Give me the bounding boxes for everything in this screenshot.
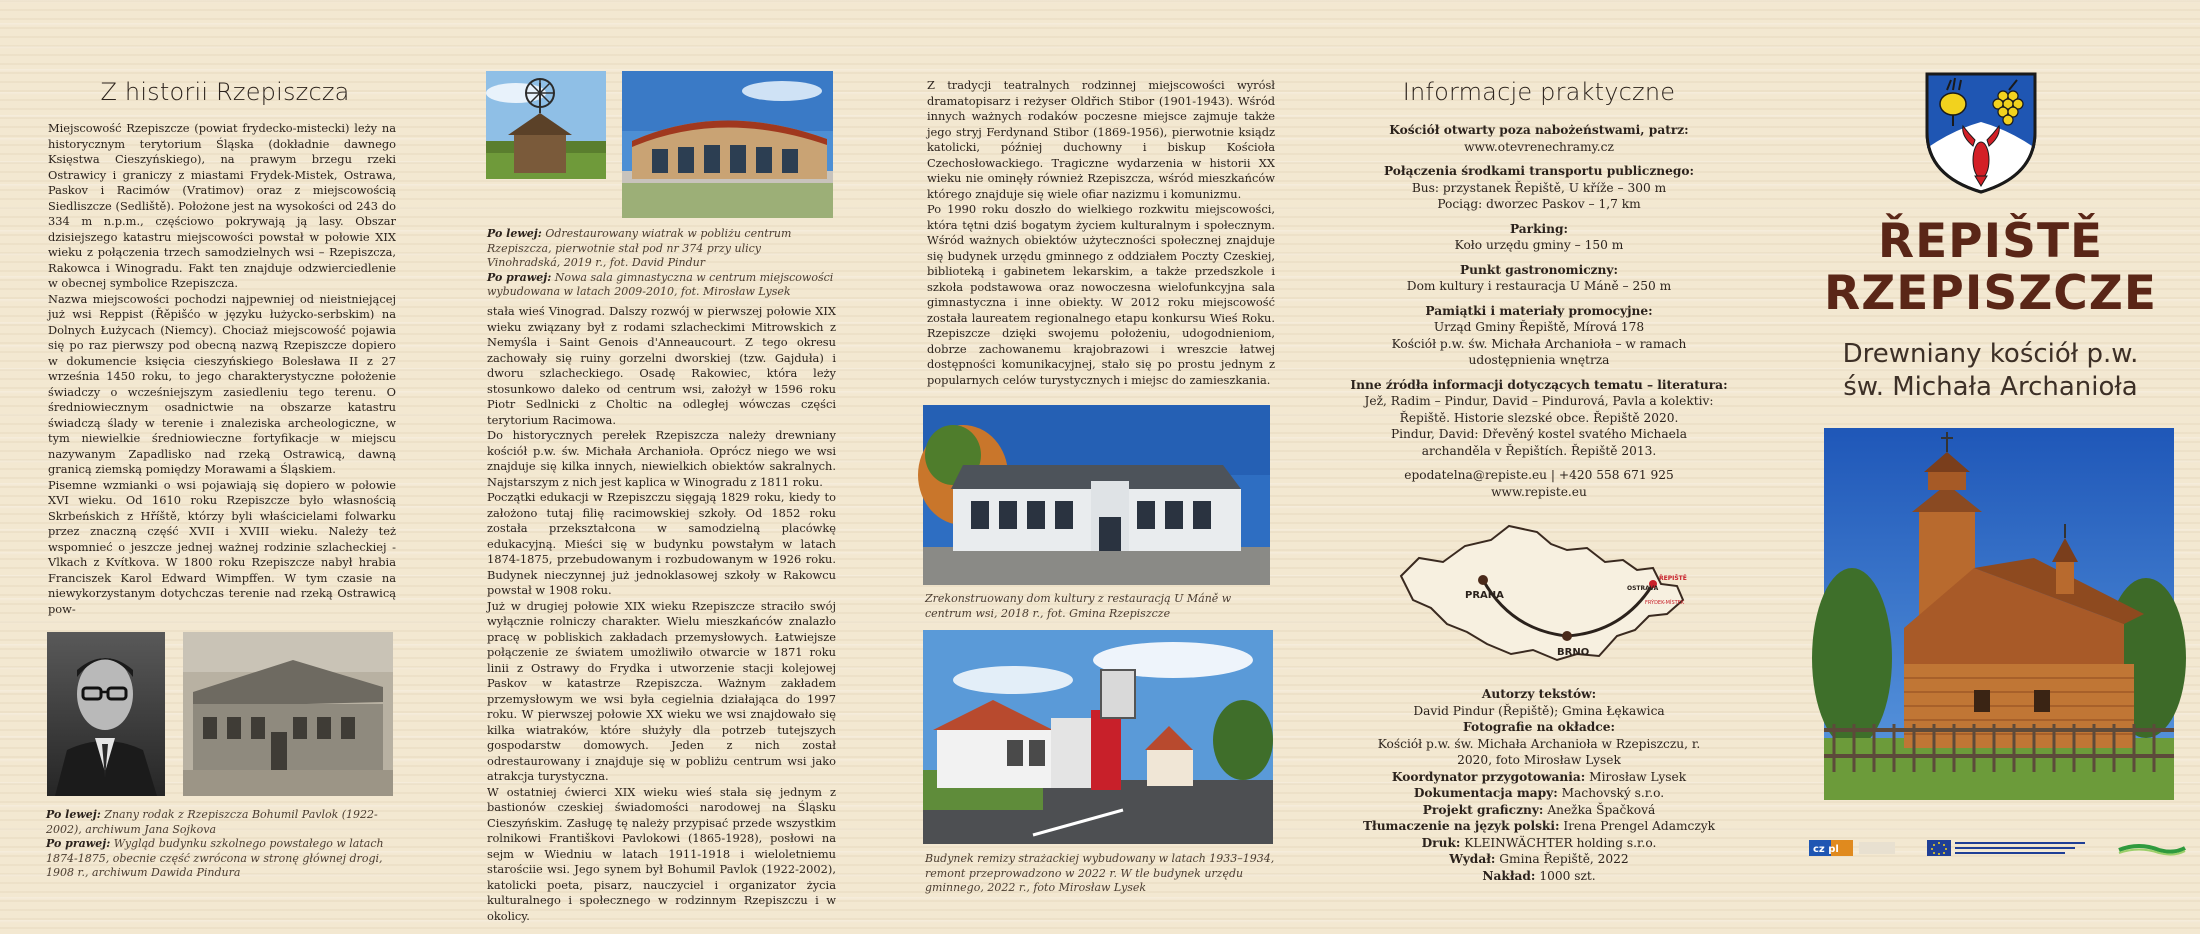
map-label-frydek: FRÝDEK-MÍSTEK (1645, 600, 1685, 606)
caption-left-label: Po lewej: (46, 808, 101, 821)
cover-subtitle (1781, 338, 2200, 404)
gym-hall-photo (622, 71, 833, 218)
transport-label: Połączenia środkami transportu publicznego: (1383, 164, 1695, 178)
sources-line: Pindur, David: Dřevěný kostel svatého Michaela archanděla v Řepištích. Řepiště 2013. (1390, 427, 1688, 458)
contact-info[interactable]: epodatelna@repiste.eu | +420 558 671 925 (1404, 468, 1674, 482)
credit-line: David Pindur (Řepiště); Gmina Łękawica (1413, 703, 1665, 718)
history-heading: Z historii Rzepiszcza (100, 78, 350, 106)
sources-label: Inne źródła informacji dotyczących tematu – literatura: (1350, 377, 1728, 392)
sources-line: Jež, Radim – Pindur, David – Pindurová, Pavla a kolektiv: Řepiště. Historie slezské obce. Řepiště 2020. (1364, 394, 1714, 425)
history-text (48, 121, 396, 616)
history-text-2 (487, 304, 836, 923)
photos-caption-2 (487, 227, 837, 300)
coat-of-arms-icon (1923, 70, 2039, 196)
culture-house-caption: Zrekonstruowany dom kultury z restauracją U Máně w centrum wsi, 2018 r., fot. Gmina Rzepiszcze (925, 592, 1232, 620)
map-label-repiste: ŘEPIŠTĚ (1659, 575, 1687, 582)
modern-history-text (927, 78, 1275, 396)
credit-line: Tłumaczenie na język polski: Irena Prengel Adamczyk (1362, 819, 1716, 833)
credit-line: Projekt graficzny: Anežka Špačková (1422, 802, 1656, 817)
paragraph: Miejscowość Rzepiszcze (powiat frydecko-mistecki) leży na historycznym terytorium Śląska (dokładnie dawnego Księstwa Cieszyńskiego), na prawym brzegu rzeki Ostrawicy i graniczy z miastami Frydek-Mistek, Ostrawa, Paskov i Racimów (Vratimov) oraz z miejscowością Siedliszcze (Sedliště). Położone jest na wysokości od 243 do 334 m n.p.m., częściowo pokrywają ją lasy. Obszar dzisiejszego katastru miejscowości powstał w połowie XIX wieku z połączenia trzech samodzielnych wsi – Rzepiszcza, Rakowca i Winogradu. Fakt ten znajduje odzwierciedlenie w obecnej symbolice Rzepiszcza. (48, 121, 396, 290)
train-info: Pociąg: dworzec Paskov – 1,7 km (1437, 197, 1641, 211)
caption-left-label: Po lewej: (487, 227, 542, 240)
souvenir-line: Kościół p.w. św. Michała Archanioła – w ramach udostępnienia wnętrza (1391, 336, 1687, 367)
subtitle-line: św. Michała Archanioła (1843, 372, 2138, 402)
food-label: Punkt gastronomiczny: (1460, 262, 1618, 277)
portrait-photo (47, 632, 165, 796)
food-info (1321, 262, 1757, 295)
paragraph: Pisemne wzmianki o wsi pojawiają się dopiero w połowie XVI wieku. Od 1610 roku Rzepiszcze było własnością Skrbeńskich z Hříště, którzy byli właścicielami folwarku przez znaczną część XVII i XVIII wieku. Należy też wspomnieć o jeszcze jednej ważnej rodzinie szlacheckiej - Vlkach z Kvítkova. W 1800 roku Rzepiszcze nabył hrabia Franciszek Karol Edward Wimpffen. W tym czasie na niewykorzystanym dotychczas terenie nad rzeką Ostrawicą pow- (48, 477, 396, 616)
panel-cover (1781, 0, 2200, 934)
photos-caption (46, 808, 406, 881)
map-label-praha: PRAHA (1465, 590, 1504, 601)
caption-left-text: Odrestaurowany wiatrak w pobliżu centrum Rzepiszcza, pierwotnie stał pod nr 374 przy ulicy Vinohradská, 2019 r., fot. David Pindur (487, 227, 792, 270)
eu-logos-icon (1809, 838, 2189, 860)
credits-block (1321, 686, 1757, 884)
transport-info (1321, 163, 1757, 213)
parking-label: Parking: (1509, 221, 1569, 236)
credit-line: Autorzy tekstów: (1481, 687, 1597, 701)
parking-text: Koło urzędu gminy – 150 m (1454, 238, 1624, 252)
map-label-brno: BRNO (1557, 647, 1590, 658)
credit-line: Fotografie na okładce: (1463, 720, 1615, 734)
credit-line: Nakład: 1000 szt. (1482, 868, 1596, 883)
coat-of-arms (1923, 70, 2039, 196)
cover-title-pl: RZEPISZCZE (1824, 266, 2157, 321)
czech-map-icon (1391, 518, 1691, 668)
paragraph: Do historycznych perełek Rzepiszcza należy drewniany kościół p.w. św. Michała Archanioła. Oprócz niego we wsi znajduje się kilka innych, niewielkich obiektów sakralnych. Najstarszym z nich jest kaplica w Winogradu z 1811 roku. (487, 428, 836, 489)
cover-title-cz: ŘEPIŠTĚ (1877, 214, 2104, 269)
czpl-logo-text: cz pl (1813, 844, 1839, 855)
location-map (1391, 518, 1691, 668)
souvenir-label: Pamiątki i materiały promocyjne: (1425, 303, 1653, 318)
credit-line: Wydał: Gmina Řepiště, 2022 (1449, 852, 1629, 866)
paragraph: Już w drugiej połowie XIX wieku Rzepiszcze straciło swój wyłącznie rolniczy charakter. Wielu mieszkańców znalazło pracę w pobliskich zakładach przemysłowych. Łatwiejsze połączenie ze światem umożliwiło otwarcie w 1871 roku linii z Ostrawy do Frydka i utworzenie stacji kolejowej Paskov w katastrze Rzepiszcza. Ważnym zakładem przemysłowym we wsi była cegielnia działająca do 1997 roku. W pierwszej połowie XX wieku we wsi znajdowało się kilka wiatraków, które służyły dla potrzeb tutejszych gospodarstw domowych. Jeden z nich został odrestaurowany i znajduje się w pobliżu centrum wsi jako atrakcja turystyczna. (487, 598, 836, 783)
church-link[interactable]: www.otevrenechramy.cz (1464, 139, 1614, 154)
church-photo (1824, 428, 2174, 800)
windmill-photo (486, 71, 606, 179)
culture-house-photo (923, 405, 1270, 585)
sources-info (1321, 377, 1757, 460)
fire-station-photo (923, 630, 1273, 844)
caption-right-label: Po prawej: (487, 270, 552, 284)
panel-practical-info (1297, 0, 1781, 934)
paragraph: Z tradycji teatralnych rodzinnej miejscowości wyrósł dramatopisarz i reżyser Oldřich Stibor (1901-1943). Wśród innych ważnych rodaków poczesne miejsce zajmuje także jego stryj Ferdynand Stibor (1869-1956), pierwotnie ksiądz katolicki, później duchowny i biskup Kościoła Czechosłowackiego. Tragiczne wydarzenia w historii XX wieku nie ominęły również Rzepiszcza, wśród mieszkańców którego znajduje się wiele ofiar nazizmu i komunizmu. (927, 78, 1275, 201)
funding-logos (1809, 838, 2189, 860)
panel-modern-history (875, 0, 1297, 934)
fire-station-caption: Budynek remizy strażackiej wybudowany w latach 1933–1934, remont przeprowadzono w 2022 r. W tle budynek urzędu gminnego, 2022 r., foto Mirosław Lysek (925, 852, 1275, 895)
paragraph: Po 1990 roku doszło do wielkiego rozkwitu miejscowości, która tętni dziś bogatym życiem kulturalnym i społecznym. Wśród ważnych obiektów użyteczności społecznej znajduje się budynek urzędu gminnego z oddziałem Poczty Czeskiej, biblioteką i gabinetem lekarskim, a także przedszkole i szkoła podstawowa oraz nowoczesna wielofunkcyjna sala gimnastyczna i inne obiekty. W 2012 roku miejscowość została laureatem regionalnego etapu konkursu Wieś Roku. Rzepiszcze dzięki swojemu położeniu, udogodnieniom, dobrze zachowanemu krajobrazowi i wreszcie łatwej dostępności komunikacyjnej, stało się po prostu jednym z popularnych celów turystycznych i miejsc do zamieszkania. (927, 202, 1275, 387)
food-text: Dom kultury i restauracja U Máně – 250 m (1406, 279, 1672, 293)
caption-right-text: Wygląd budynku szkolnego powstałego w latach 1874-1875, obecnie część zwrócona w stronę głównej drogi, 1908 r., archiwum Dawida Pindura (46, 837, 384, 880)
website-link[interactable]: www.repiste.eu (1491, 484, 1587, 499)
credit-line: Dokumentacja mapy: Machovský s.r.o. (1413, 786, 1665, 800)
parking-info (1321, 221, 1757, 254)
map-label-ostrava: OSTRAVA (1627, 585, 1659, 592)
church-info (1321, 122, 1757, 155)
paragraph: W ostatniej ćwierci XIX wieku wieś stała się jednym z bastionów czeskiej świadomości narodowej na Śląsku Cieszyńskim. Zasługę tę należy przypisać przede wszystkim rolnikowi Františkovi Pavlokowi (1865-1928), posłowi na sejm w Wiedniu w latach 1911-1918 i wieloletniemu starościie wsi. Jego synem był Bohumil Pavlok (1922-2002), katolicki poeta, pisarz, nauczyciel i organizator życia kulturalnego i społecznego w rodzinnym Rzepiszczu i w okolicy. (487, 784, 836, 923)
caption-right-text: Nowa sala gimnastyczna w centrum miejscowości wybudowana w latach 2009-2010, fot. Mirosław Lysek (487, 270, 834, 299)
caption-right-label: Po prawej: (46, 837, 111, 851)
subtitle-line: Drewniany kościół p.w. (1842, 339, 2139, 369)
souvenir-line: Urząd Gminy Řepiště, Mírová 178 (1433, 320, 1645, 334)
paragraph: Początki edukacji w Rzepiszczu sięgają 1829 roku, kiedy to założono tutaj filię racimowskiej szkoły. Od 1852 roku została przekształcona w samodzielną placówkę edukacyjną. Mieści się w budynku powstałym w latach 1874-1875, przebudowanym i rozbudowanym w 1926 roku. Budynek nieczynnej już jednoklasowej szkoły w Rakowcu powstał w 1908 roku. (487, 490, 836, 597)
paragraph: Nazwa miejscowości pochodzi najpewniej od nieistniejącej już wsi Reppist (Řěpišćo w języku łużycko-serbskim) na Dolnych Łużycach (Niemcy). Chociaż miejscowość pojawia się po raz pierwszy pod obecną nazwą Rzepiszcze dopiero w dokumencie księcia cieszyńskiego Bolesława II z 27 września 1450 roku, to jego charakterystyczne położenie świadczy o wcześniejszym zasiedleniu tego terenu. O średniowiecznym osadnictwie na obszarze katastru świadczą ślady w terenie i znaleziska archeologiczne, w tym niewielkie średniowieczne fortyfikacje w miejscu nazywanym Zapadlisko nad rzeką Ostrawicą, dawną granicą ziemską pomiędzy Morawami a Śląskiem. (48, 291, 396, 476)
school-photo (183, 632, 393, 796)
caption-left-text: Znany rodak z Rzepiszcza Bohumil Pavlok (1922-2002), archiwum Jana Sojkova (46, 808, 378, 836)
credit-line: Koordynator przygotowania: Mirosław Lysek (1391, 769, 1687, 784)
panel-history (0, 0, 452, 934)
practical-info-heading: Informacje praktyczne (1402, 78, 1676, 106)
church-label: Kościół otwarty poza nabożeństwami, patrz: (1389, 123, 1689, 137)
panel-history-continued (452, 0, 875, 934)
bus-info: Bus: przystanek Řepiště, U křížе – 300 m (1411, 180, 1667, 195)
souvenir-info (1321, 303, 1757, 369)
credit-line: Kościół p.w. św. Michała Archanioła w Rzepiszczu, r. 2020, foto Mirosław Lysek (1377, 736, 1701, 767)
paragraph: stała wieś Vinograd. Dalszy rozwój w pierwszej połowie XIX wieku związany był z rodami szlacheckimi Mitrowskich z Nemyśla i Saint Genois d'Anneaucourt. Z tego okresu zachowały się ruiny gorzelni dworskiej (tzw. Gajduła) i dworu szlacheckiego. Osadę Rakowiec, która leży stosunkowo daleko od centrum wsi, założył w 1596 roku Piotr Sedlnicki z Choltic na odległej wówczas części terytorium Racimowa. (487, 304, 836, 427)
credit-line: Druk: KLEINWÄCHTER holding s.r.o. (1421, 835, 1657, 850)
practical-info-list (1321, 122, 1757, 500)
